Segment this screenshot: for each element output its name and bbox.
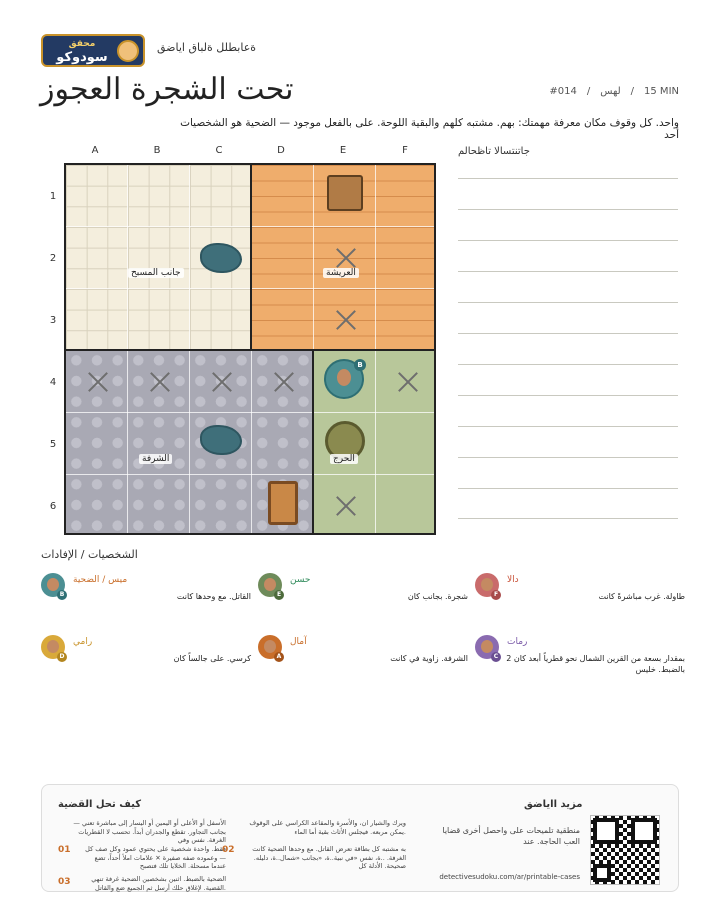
cross-mark-D4[interactable] (252, 351, 314, 413)
cross-mark-F4[interactable] (376, 351, 438, 413)
intro-text: واحد. كل وقوف مكان معرفة مهمتك: بهم. مشتبه كلهم والبقية اللوحة. على بالفعل موجود — الضحية هو الشخصيات أحد (180, 117, 679, 141)
row-label: 5 (49, 439, 57, 450)
character-token-b[interactable] (324, 359, 364, 399)
rule-number: 02 (222, 845, 235, 855)
note-line[interactable] (458, 395, 678, 396)
room-wall (250, 165, 252, 351)
cross-mark-E6[interactable] (314, 475, 376, 537)
row-label: 3 (49, 315, 57, 326)
cross-mark-A4[interactable] (66, 351, 128, 413)
suspect-badge: B (57, 590, 67, 600)
suspect-name: حسن (290, 575, 311, 585)
duration: 15 MIN (644, 86, 679, 97)
logo-line1: محقق (68, 39, 96, 49)
meta-separator: / (586, 86, 591, 97)
difficulty: لهس (600, 86, 621, 97)
suspect-badge: C (491, 652, 501, 662)
suspect-name: رمات (507, 637, 528, 647)
suspect-badge: E (274, 590, 284, 600)
magnifier-icon (117, 40, 139, 62)
note-line[interactable] (458, 518, 678, 519)
page-title: تحت الشجرة العجوز (40, 72, 294, 107)
note-line[interactable] (458, 240, 678, 241)
rule-text: به مشتبه كل بطاقة تعرض القاتل. مع وحدها الضحية كانت الغرفة. ..ة، نفس «في نبية..ة، «بجانب «شمال..ة، دليله. صحيحة. الأدلة كل (252, 845, 406, 870)
suspects-title: الشخصيات / الإفادات (41, 548, 138, 561)
column-label: C (215, 145, 223, 156)
suspect-name: رامي (73, 637, 93, 647)
table-icon (327, 175, 363, 211)
suspect-name: ميس / الضحية (73, 575, 128, 585)
suspect-clue: شجرة. بجانب كان (407, 592, 468, 601)
rule-text: فقط. واحدة شخصية على يحتوي عمود وكل صف كل — وعموده صفه صفيرة ✕ علامات املأ أحداً، تضع عندما مسحلة. الخلايا تلك فتصبح (85, 845, 226, 870)
plant-icon (200, 425, 242, 455)
brand-logo (41, 34, 145, 67)
plant-icon (200, 243, 242, 273)
row-label: 1 (49, 191, 57, 202)
suspect-badge: D (57, 652, 67, 662)
column-label: E (339, 145, 347, 156)
note-line[interactable] (458, 333, 678, 334)
note-line[interactable] (458, 364, 678, 365)
rules-top-right: ويرك والشيار ان، والأسرة والمقاعد الكراسي على الوقوف يمكن مربعه. فيجلس الأثاث بقية أما الماء. (249, 819, 406, 836)
footer-panel (41, 784, 679, 892)
suspect-badge: A (274, 652, 284, 662)
rules-top-left: — الأسفل أو الأعلى أو اليمين أو اليسار إلى مباشرة تعني بجانب التجاور. تقطع والجدران أبداً. تحسب لا القطريات الغرفة. نفس وفي (73, 819, 226, 844)
row-label: 6 (49, 501, 57, 512)
meta-separator: / (630, 86, 635, 97)
suspect-card-b (41, 573, 251, 613)
cross-mark-C4[interactable] (190, 351, 252, 413)
cross-mark-E2[interactable] (314, 227, 376, 289)
suspect-card-f (475, 573, 685, 613)
suspect-name: آمال (290, 637, 307, 647)
character-face (337, 369, 351, 386)
room-label: العريشة (323, 268, 359, 278)
more-cases-title: مزيد ااياضق (524, 799, 583, 810)
column-label: D (277, 145, 285, 156)
column-label: F (402, 145, 408, 156)
note-line[interactable] (458, 209, 678, 210)
rule-number: 01 (58, 845, 71, 855)
note-line[interactable] (458, 302, 678, 303)
note-line[interactable] (458, 426, 678, 427)
puzzle-number: #014 (549, 86, 577, 97)
puzzle-meta (549, 86, 679, 97)
suspect-clue: طاولة. غرب مباشرةً كانت (598, 592, 685, 601)
cross-mark-E3[interactable] (314, 289, 376, 351)
brand-subtitle: ةعابطلل ةلباق اياضق (157, 41, 257, 54)
suspect-card-e (258, 573, 468, 613)
suspect-clue: القاتل. مع وحدها كانت (176, 592, 251, 601)
suspect-card-a (258, 635, 468, 675)
qr-code-icon[interactable] (590, 815, 660, 885)
game-board (64, 163, 436, 535)
cross-mark-B4[interactable] (128, 351, 190, 413)
character-badge: B (354, 359, 366, 371)
room-label: جانب المسبح (128, 268, 184, 278)
suspect-card-d (41, 635, 251, 675)
suspect-name: دالا (507, 575, 519, 585)
suspect-clue: 2 بمقدار بسعة من القرين الشمال نحو قطرياً أبعد كان بالضبط. خليس (506, 654, 685, 674)
note-line[interactable] (458, 488, 678, 489)
room-label: الشرفة (139, 454, 172, 464)
suspect-card-c (475, 635, 685, 675)
suspect-badge: F (491, 590, 501, 600)
column-label: B (153, 145, 161, 156)
row-label: 4 (49, 377, 57, 388)
grid-line (66, 474, 434, 475)
row-label: 2 (49, 253, 57, 264)
rule-text: الضحية بالضبط. اثنين بشخصين الضحية غرفة تنهي القضية. لإغلاق حلك أرسل ثم الجميع ضع والقاتل. (91, 875, 226, 892)
column-label: A (91, 145, 99, 156)
room-label: الحرج (330, 454, 358, 464)
note-line[interactable] (458, 457, 678, 458)
notes-title: جاتنتسالا تاظحالم (458, 146, 530, 157)
how-to-title: كيف تحل القضية (58, 799, 142, 810)
rule-number: 03 (58, 877, 71, 887)
suspect-clue: الشرفة. زاوية في كانت (390, 654, 468, 663)
note-line[interactable] (458, 178, 678, 179)
note-line[interactable] (458, 271, 678, 272)
suspect-clue: كرسي. على جالساً كان (173, 654, 251, 663)
more-cases-text: منطقية تلميحات على واحصل أخرى قضايا العب الحاجة. عند (442, 826, 580, 846)
more-cases-url[interactable]: detectivesudoku.com/ar/printable-cases (439, 873, 580, 881)
chair-icon (268, 481, 298, 525)
logo-line2: سودوكو (56, 50, 108, 65)
